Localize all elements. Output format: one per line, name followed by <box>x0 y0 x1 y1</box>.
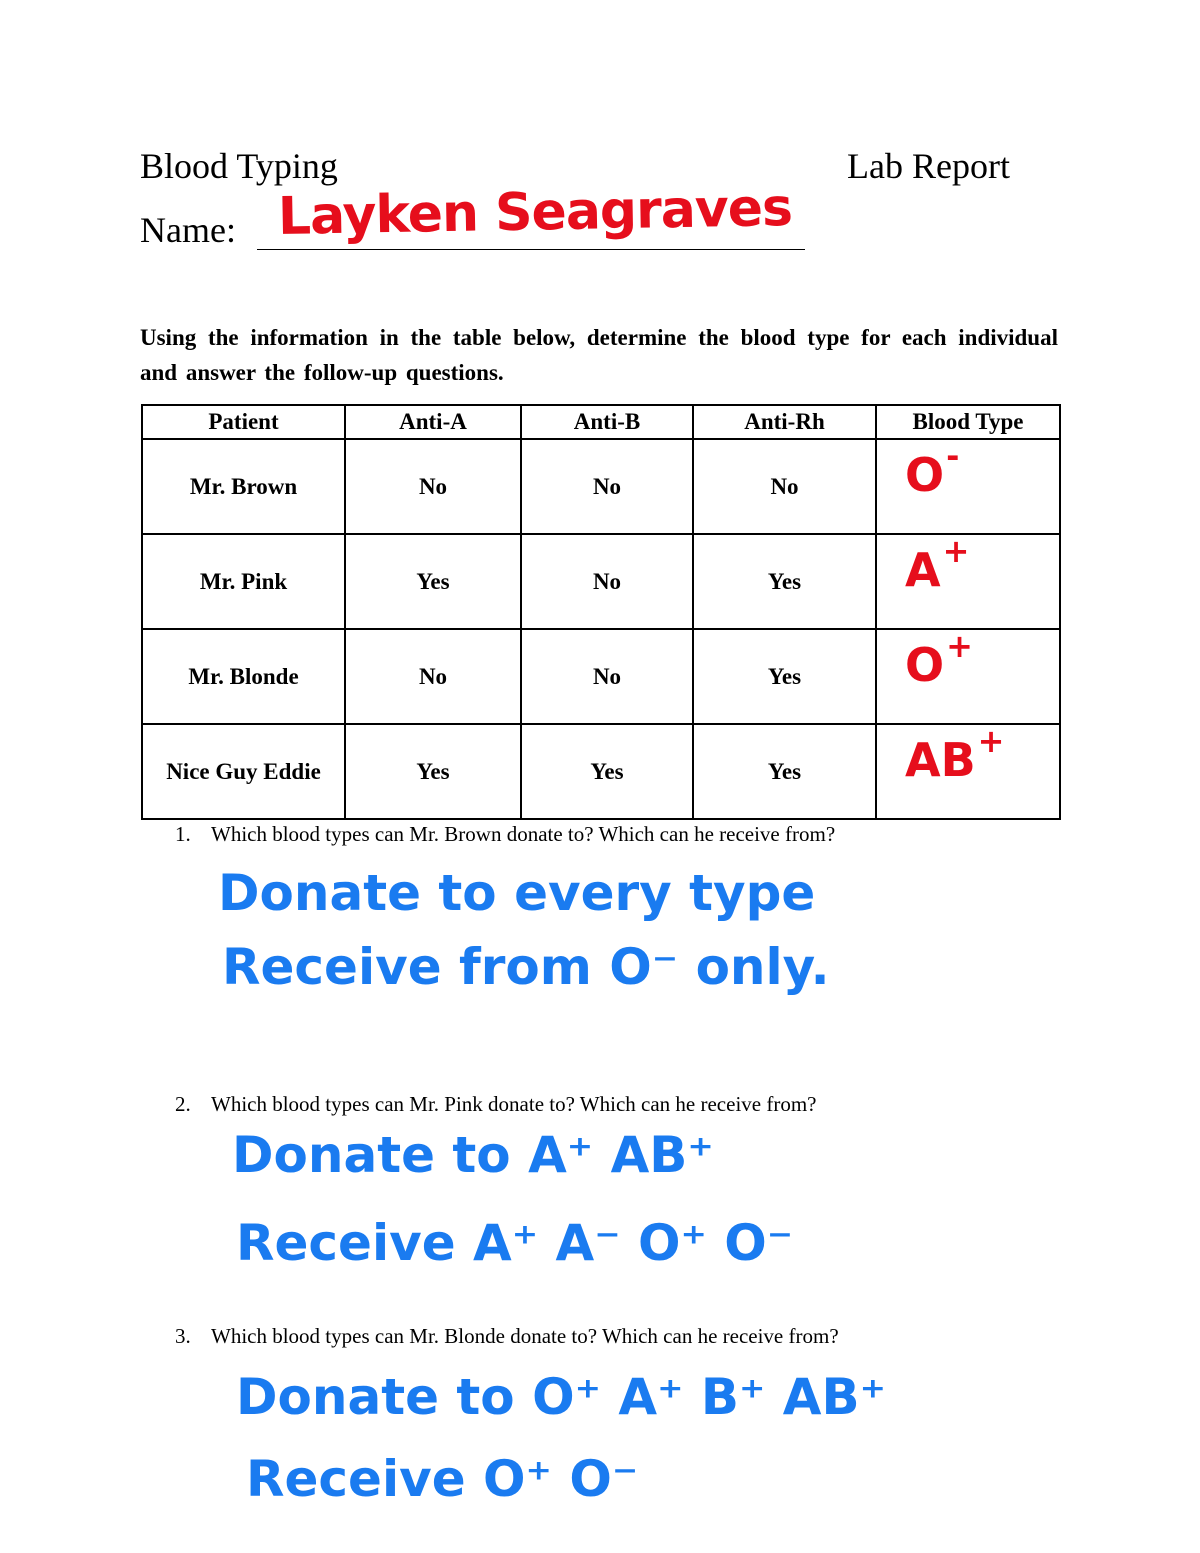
header-anti-a: Anti-A <box>345 405 521 439</box>
table-header-row <box>142 405 1060 439</box>
anti-b-cell: No <box>521 439 693 534</box>
anti-rh-cell: No <box>693 439 876 534</box>
header-patient: Patient <box>142 405 345 439</box>
blood-type-answer <box>905 627 973 692</box>
student-name: Layken Seagraves <box>277 178 793 247</box>
blood-type-table <box>141 404 1061 820</box>
anti-b-cell: Yes <box>521 724 693 819</box>
header-blood-type: Blood Type <box>876 405 1060 439</box>
blood-type-cell <box>876 629 1060 724</box>
blood-type-cell <box>876 724 1060 819</box>
question-number: 3. <box>175 1324 191 1348</box>
table-row <box>142 629 1060 724</box>
question-text: Which blood types can Mr. Blonde donate to? Which can he receive from? <box>211 1324 839 1348</box>
blood-type-answer <box>905 437 960 502</box>
name-underline <box>257 249 805 250</box>
blood-type-cell <box>876 534 1060 629</box>
instructions: Using the information in the table below, determine the blood type for each individual and answer the follow-up questions. <box>140 325 1058 385</box>
rh-factor: + <box>942 532 970 570</box>
anti-b-cell: No <box>521 629 693 724</box>
answer-1-line-2: Receive from O⁻ only. <box>222 938 830 996</box>
question-number: 2. <box>175 1092 191 1116</box>
blood-type-letter: A <box>905 543 941 597</box>
question-text: Which blood types can Mr. Brown donate to? Which can he receive from? <box>211 822 836 846</box>
question-3 <box>175 1326 839 1347</box>
rh-factor: - <box>946 437 960 475</box>
answer-2-line-1: Donate to A⁺ AB⁺ <box>232 1126 714 1184</box>
patient-cell: Mr. Pink <box>142 534 345 629</box>
anti-rh-cell: Yes <box>693 629 876 724</box>
anti-rh-cell: Yes <box>693 534 876 629</box>
blood-type-cell <box>876 439 1060 534</box>
blood-type-answer <box>905 722 1005 787</box>
question-1 <box>175 824 835 845</box>
anti-rh-cell: Yes <box>693 724 876 819</box>
anti-a-cell: Yes <box>345 534 521 629</box>
patient-cell: Mr. Brown <box>142 439 345 534</box>
table-row <box>142 439 1060 534</box>
blood-type-letter: AB <box>905 733 976 787</box>
patient-cell: Mr. Blonde <box>142 629 345 724</box>
blood-type-letter: O <box>905 638 945 692</box>
table-row <box>142 724 1060 819</box>
header-anti-b: Anti-B <box>521 405 693 439</box>
anti-a-cell: No <box>345 629 521 724</box>
name-label: Name: <box>140 210 236 250</box>
question-number: 1. <box>175 822 191 846</box>
title-left: Blood Typing <box>140 146 338 186</box>
anti-a-cell: Yes <box>345 724 521 819</box>
blood-type-answer <box>905 532 970 597</box>
patient-cell: Nice Guy Eddie <box>142 724 345 819</box>
header-anti-rh: Anti-Rh <box>693 405 876 439</box>
answer-3-line-2: Receive O⁺ O⁻ <box>246 1450 639 1508</box>
rh-factor: + <box>946 627 973 665</box>
answer-3-line-1: Donate to O⁺ A⁺ B⁺ AB⁺ <box>236 1368 886 1426</box>
question-2 <box>175 1094 817 1115</box>
answer-2-line-2: Receive A⁺ A⁻ O⁺ O⁻ <box>236 1214 794 1272</box>
table-row <box>142 534 1060 629</box>
rh-factor: + <box>977 722 1005 760</box>
anti-b-cell: No <box>521 534 693 629</box>
answer-1-line-1: Donate to every type <box>218 864 816 922</box>
title-right: Lab Report <box>847 146 1010 186</box>
blood-type-letter: O <box>905 448 945 502</box>
anti-a-cell: No <box>345 439 521 534</box>
question-text: Which blood types can Mr. Pink donate to? Which can he receive from? <box>211 1092 817 1116</box>
